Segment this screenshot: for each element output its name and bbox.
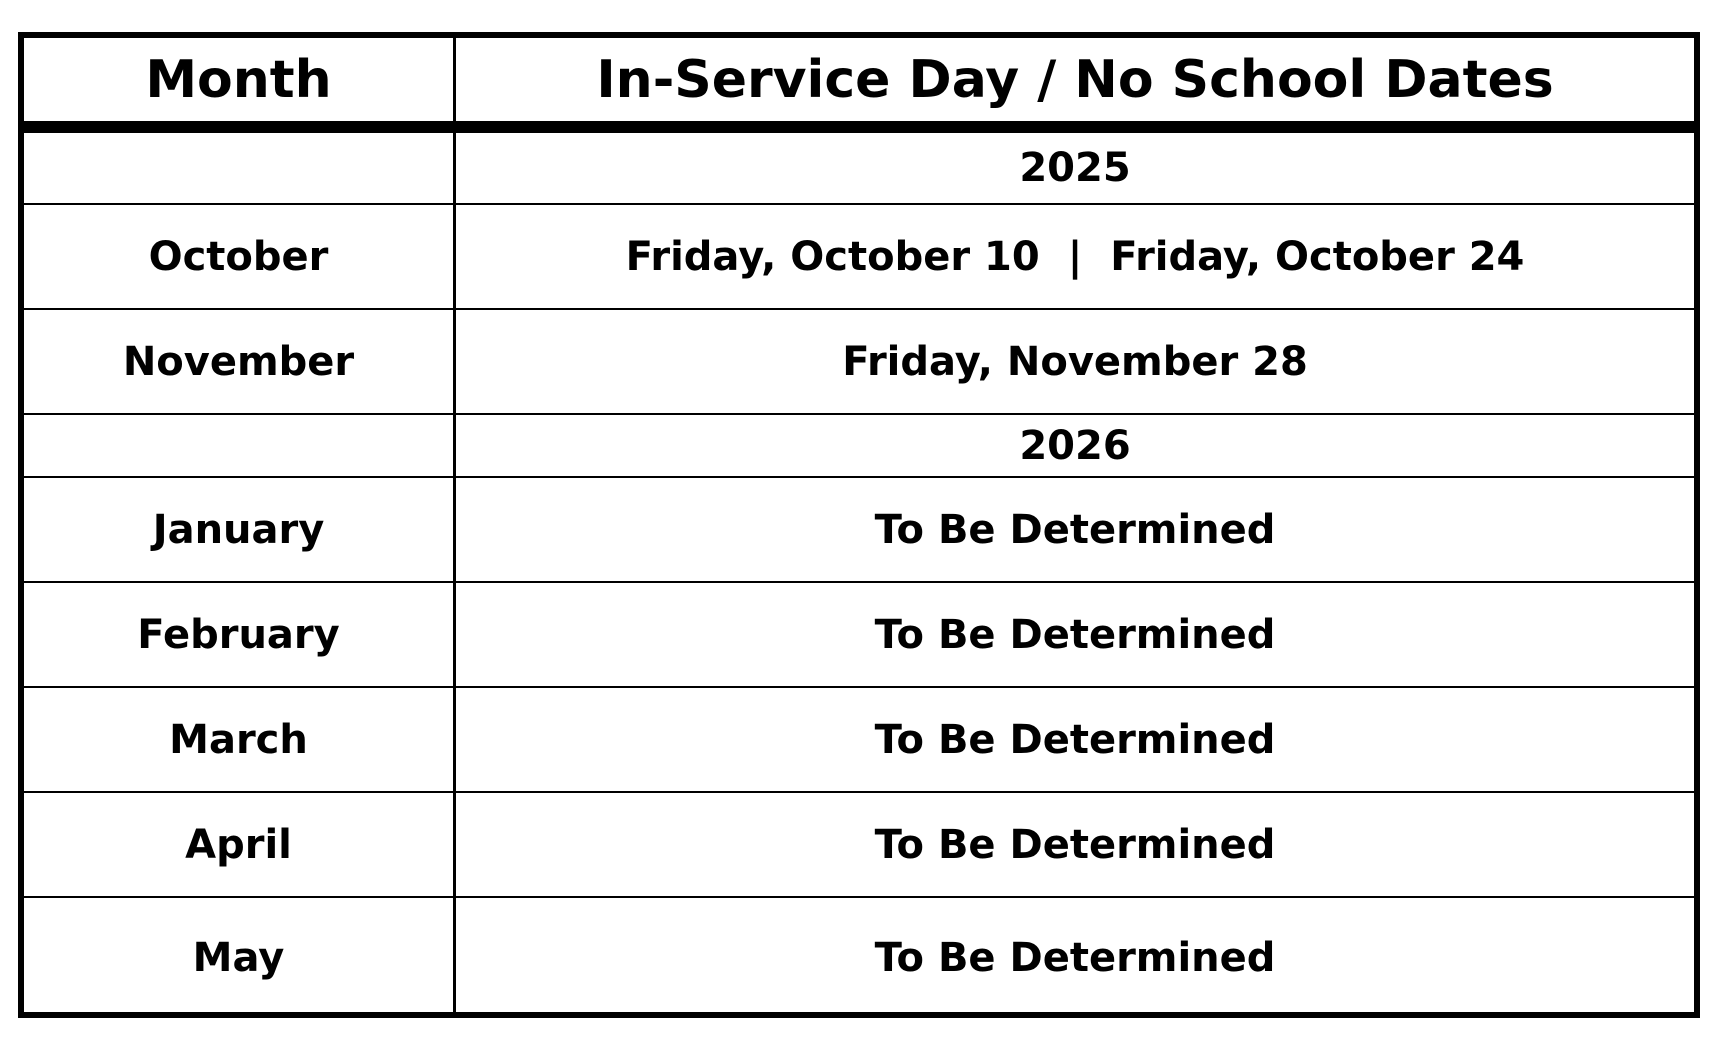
month-cell: November (24, 310, 456, 415)
column-header-month: Month (24, 38, 456, 133)
month-cell: May (24, 898, 456, 1018)
month-cell: February (24, 583, 456, 688)
year-label: 2026 (456, 415, 1694, 478)
month-cell: October (24, 205, 456, 310)
date-entry: Friday, October 24 (1110, 233, 1525, 280)
date-separator: | (1067, 233, 1083, 280)
column-header-dates: In-Service Day / No School Dates (456, 38, 1694, 133)
dates-cell: Friday, November 28 (456, 310, 1694, 415)
date-entry: Friday, October 10 (625, 233, 1040, 280)
dates-cell: To Be Determined (456, 583, 1694, 688)
year-label: 2025 (456, 133, 1694, 205)
dates-cell: To Be Determined (456, 793, 1694, 898)
dates-cell: To Be Determined (456, 688, 1694, 793)
year-row-month-cell (24, 133, 456, 205)
month-cell: March (24, 688, 456, 793)
dates-cell (456, 205, 1694, 310)
in-service-schedule-table (18, 32, 1700, 1018)
month-cell: January (24, 478, 456, 583)
dates-cell: To Be Determined (874, 935, 1276, 981)
year-row-month-cell (24, 415, 456, 478)
month-cell: April (24, 793, 456, 898)
dates-cell: To Be Determined (456, 478, 1694, 583)
